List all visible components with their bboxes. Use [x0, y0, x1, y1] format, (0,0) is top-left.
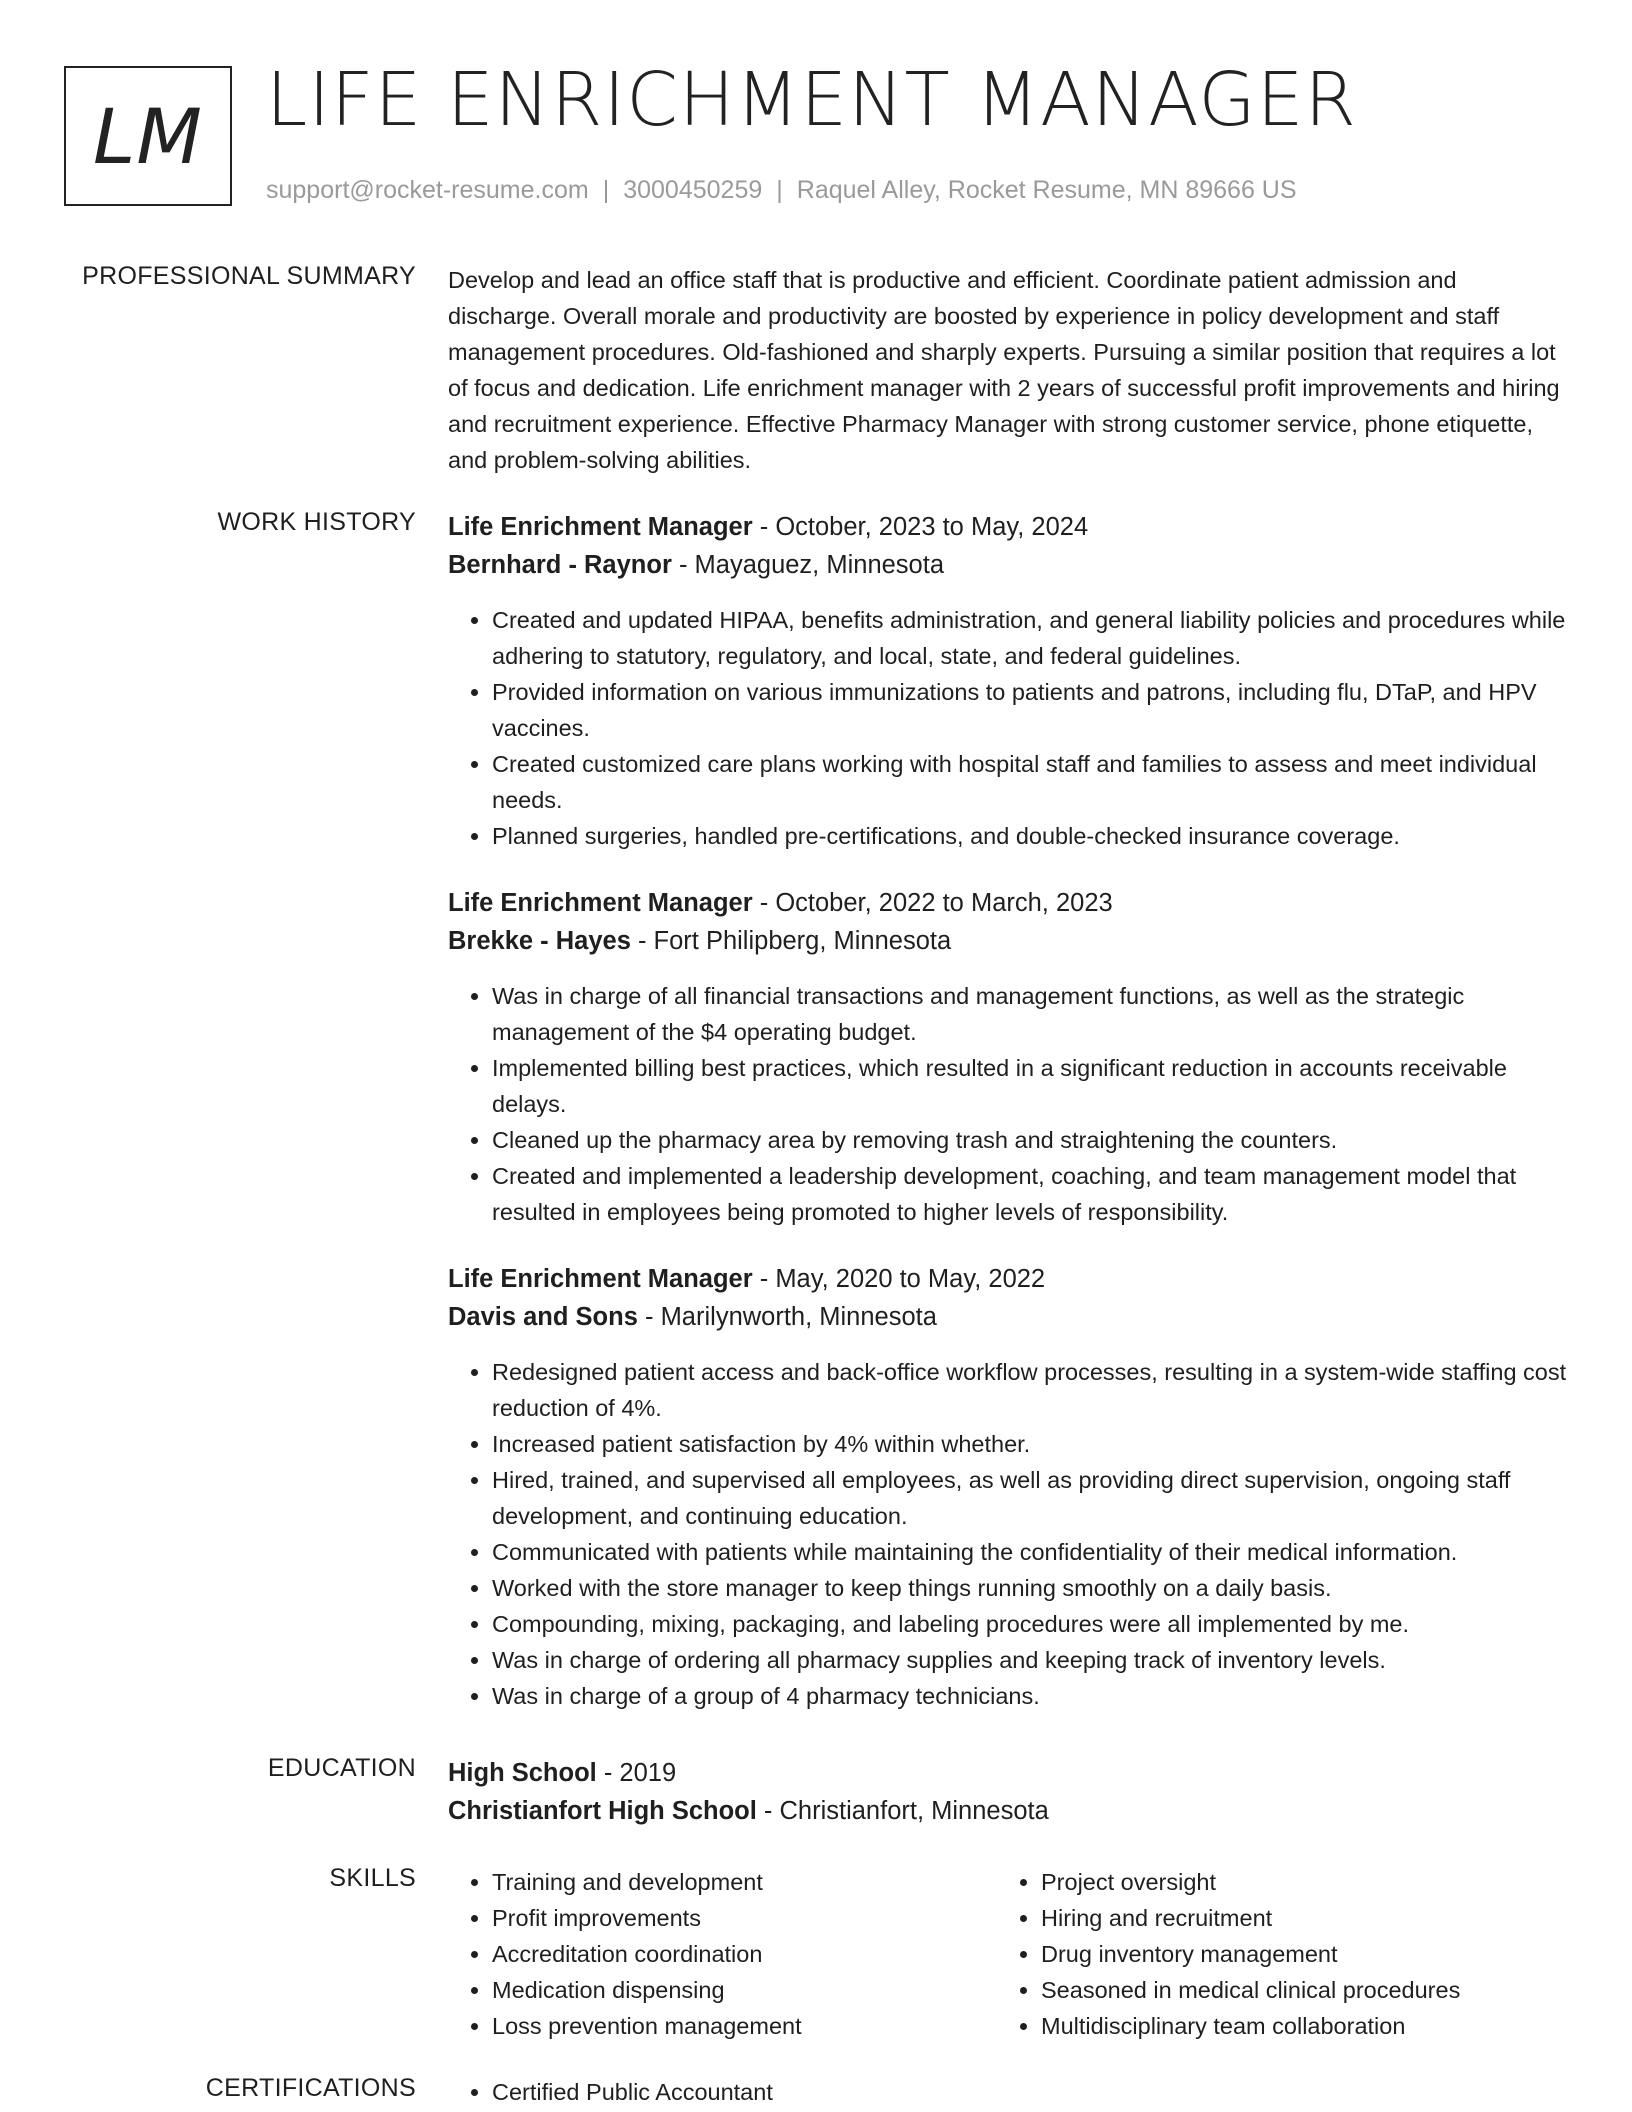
job-title: Life Enrichment Manager: [448, 513, 753, 541]
job-bullet: • Planned surgeries, handled pre-certifications, and double-checked insurance coverage.: [492, 818, 1568, 854]
job-bullets: [448, 978, 1568, 1230]
education-year: - 2019: [596, 1759, 677, 1787]
job-company: Bernhard - Raynor: [448, 551, 672, 579]
summary-text: Develop and lead an office staff that is productive and efficient. Coordinate patient admission and discharge. Overall morale and productivity are boosted by experience in policy development and staff management procedures. Old-fashioned and sharply experts. Pursuing a similar position that requires a lot of focus and dedication. Life enrichment manager with 2 years of successful profit improvements and hiring and recruitment experience. Effective Pharmacy Manager with strong customer service, phone etiquette, and problem-solving abilities.: [448, 267, 1560, 473]
job-entry: [448, 1260, 1568, 1714]
contact-phone[interactable]: 3000450259: [623, 176, 763, 204]
skill-item: • Medication dispensing: [492, 1972, 997, 2008]
job-bullet: • Redesigned patient access and back-office workflow processes, resulting in a system-wide staffing cost reduction of 4%.: [492, 1354, 1568, 1426]
monogram-badge: [64, 66, 232, 206]
job-company-line: [448, 546, 1568, 584]
skill-item: • Accreditation coordination: [492, 1936, 997, 1972]
job-bullet: • Hired, trained, and supervised all employees, as well as providing direct supervision, ongoing staff development, and continuing education.: [492, 1462, 1568, 1534]
section-label-work: WORK HISTORY: [217, 508, 416, 536]
contact-email[interactable]: support@rocket-resume.com: [266, 176, 589, 204]
job-location: - Mayaguez, Minnesota: [671, 551, 945, 579]
job-bullet: • Communicated with patients while maintaining the confidentiality of their medical information.: [492, 1534, 1568, 1570]
job-bullet: • Was in charge of ordering all pharmacy supplies and keeping track of inventory levels.: [492, 1642, 1568, 1678]
skill-item: • Multidisciplinary team collaboration: [1041, 2008, 1546, 2044]
education-location: - Christianfort, Minnesota: [756, 1797, 1049, 1825]
job-bullet: • Cleaned up the pharmacy area by removing trash and straightening the counters.: [492, 1122, 1568, 1158]
monogram-initials: LM: [93, 91, 203, 181]
job-company: Brekke - Hayes: [448, 927, 631, 955]
section-label-summary: PROFESSIONAL SUMMARY: [82, 262, 416, 290]
job-dates: - October, 2023 to May, 2024: [752, 513, 1089, 541]
skill-item: • Loss prevention management: [492, 2008, 997, 2044]
job-company-line: [448, 1298, 1568, 1336]
job-entry: [448, 884, 1568, 1230]
job-bullet: • Was in charge of a group of 4 pharmacy technicians.: [492, 1678, 1568, 1714]
summary-body: [448, 262, 1568, 478]
job-company-line: [448, 922, 1568, 960]
job-title-line: [448, 884, 1568, 922]
job-bullet: • Created and updated HIPAA, benefits administration, and general liability policies and procedures while adhering to statutory, regulatory, and local, state, and federal guidelines.: [492, 602, 1568, 674]
job-bullet: • Created customized care plans working with hospital staff and families to assess and meet individual needs.: [492, 746, 1568, 818]
job-location: - Fort Philipberg, Minnesota: [630, 927, 952, 955]
education-body: [448, 1754, 1568, 1830]
job-bullet: • Was in charge of all financial transactions and management functions, as well as the strategic management of the $4 operating budget.: [492, 978, 1568, 1050]
job-bullet: • Provided information on various immunizations to patients and patrons, including flu, DTaP, and HPV vaccines.: [492, 674, 1568, 746]
job-location: - Marilynworth, Minnesota: [637, 1303, 937, 1331]
job-dates: - May, 2020 to May, 2022: [752, 1265, 1046, 1293]
contact-address: Raquel Alley, Rocket Resume, MN 89666 US: [796, 176, 1297, 204]
certifications-body: [448, 2074, 1568, 2110]
contact-separator: |: [602, 176, 610, 204]
job-entry: [448, 508, 1568, 854]
resume-title: LIFE ENRICHMENT MANAGER: [266, 57, 1357, 143]
section-label-certifications: CERTIFICATIONS: [205, 2074, 416, 2102]
education-degree: High School: [448, 1759, 597, 1787]
job-bullet: • Implemented billing best practices, which resulted in a significant reduction in accounts receivable delays.: [492, 1050, 1568, 1122]
job-title: Life Enrichment Manager: [448, 1265, 753, 1293]
skills-list-right: [997, 1864, 1546, 2044]
job-bullets: [448, 1354, 1568, 1714]
skills-body: [448, 1864, 1568, 2044]
education-degree-line: [448, 1754, 1568, 1792]
education-school-line: [448, 1792, 1568, 1830]
certification-item: • Certified Public Accountant: [492, 2074, 1568, 2110]
skill-item: • Drug inventory management: [1041, 1936, 1546, 1972]
skill-item: • Seasoned in medical clinical procedures: [1041, 1972, 1546, 2008]
work-history-body: [448, 508, 1568, 1744]
job-bullet: • Worked with the store manager to keep things running smoothly on a daily basis.: [492, 1570, 1568, 1606]
skills-columns: [448, 1864, 1568, 2044]
job-title-line: [448, 508, 1568, 546]
job-title-line: [448, 1260, 1568, 1298]
skills-list-left: [448, 1864, 997, 2044]
section-label-education: EDUCATION: [267, 1754, 416, 1782]
job-bullets: [448, 602, 1568, 854]
job-title: Life Enrichment Manager: [448, 889, 753, 917]
job-company: Davis and Sons: [448, 1303, 638, 1331]
skill-item: • Project oversight: [1041, 1864, 1546, 1900]
contact-line: [266, 176, 1297, 205]
skill-item: • Training and development: [492, 1864, 997, 1900]
skill-item: • Profit improvements: [492, 1900, 997, 1936]
certifications-list: [448, 2074, 1568, 2110]
education-school: Christianfort High School: [448, 1797, 757, 1825]
skill-item: • Hiring and recruitment: [1041, 1900, 1546, 1936]
section-label-skills: SKILLS: [329, 1864, 416, 1892]
job-bullet: • Compounding, mixing, packaging, and labeling procedures were all implemented by me.: [492, 1606, 1568, 1642]
job-bullet: • Created and implemented a leadership development, coaching, and team management model that resulted in employees being promoted to higher levels of responsibility.: [492, 1158, 1568, 1230]
job-bullet: • Increased patient satisfaction by 4% within whether.: [492, 1426, 1568, 1462]
job-dates: - October, 2022 to March, 2023: [752, 889, 1113, 917]
contact-separator: |: [776, 176, 783, 204]
